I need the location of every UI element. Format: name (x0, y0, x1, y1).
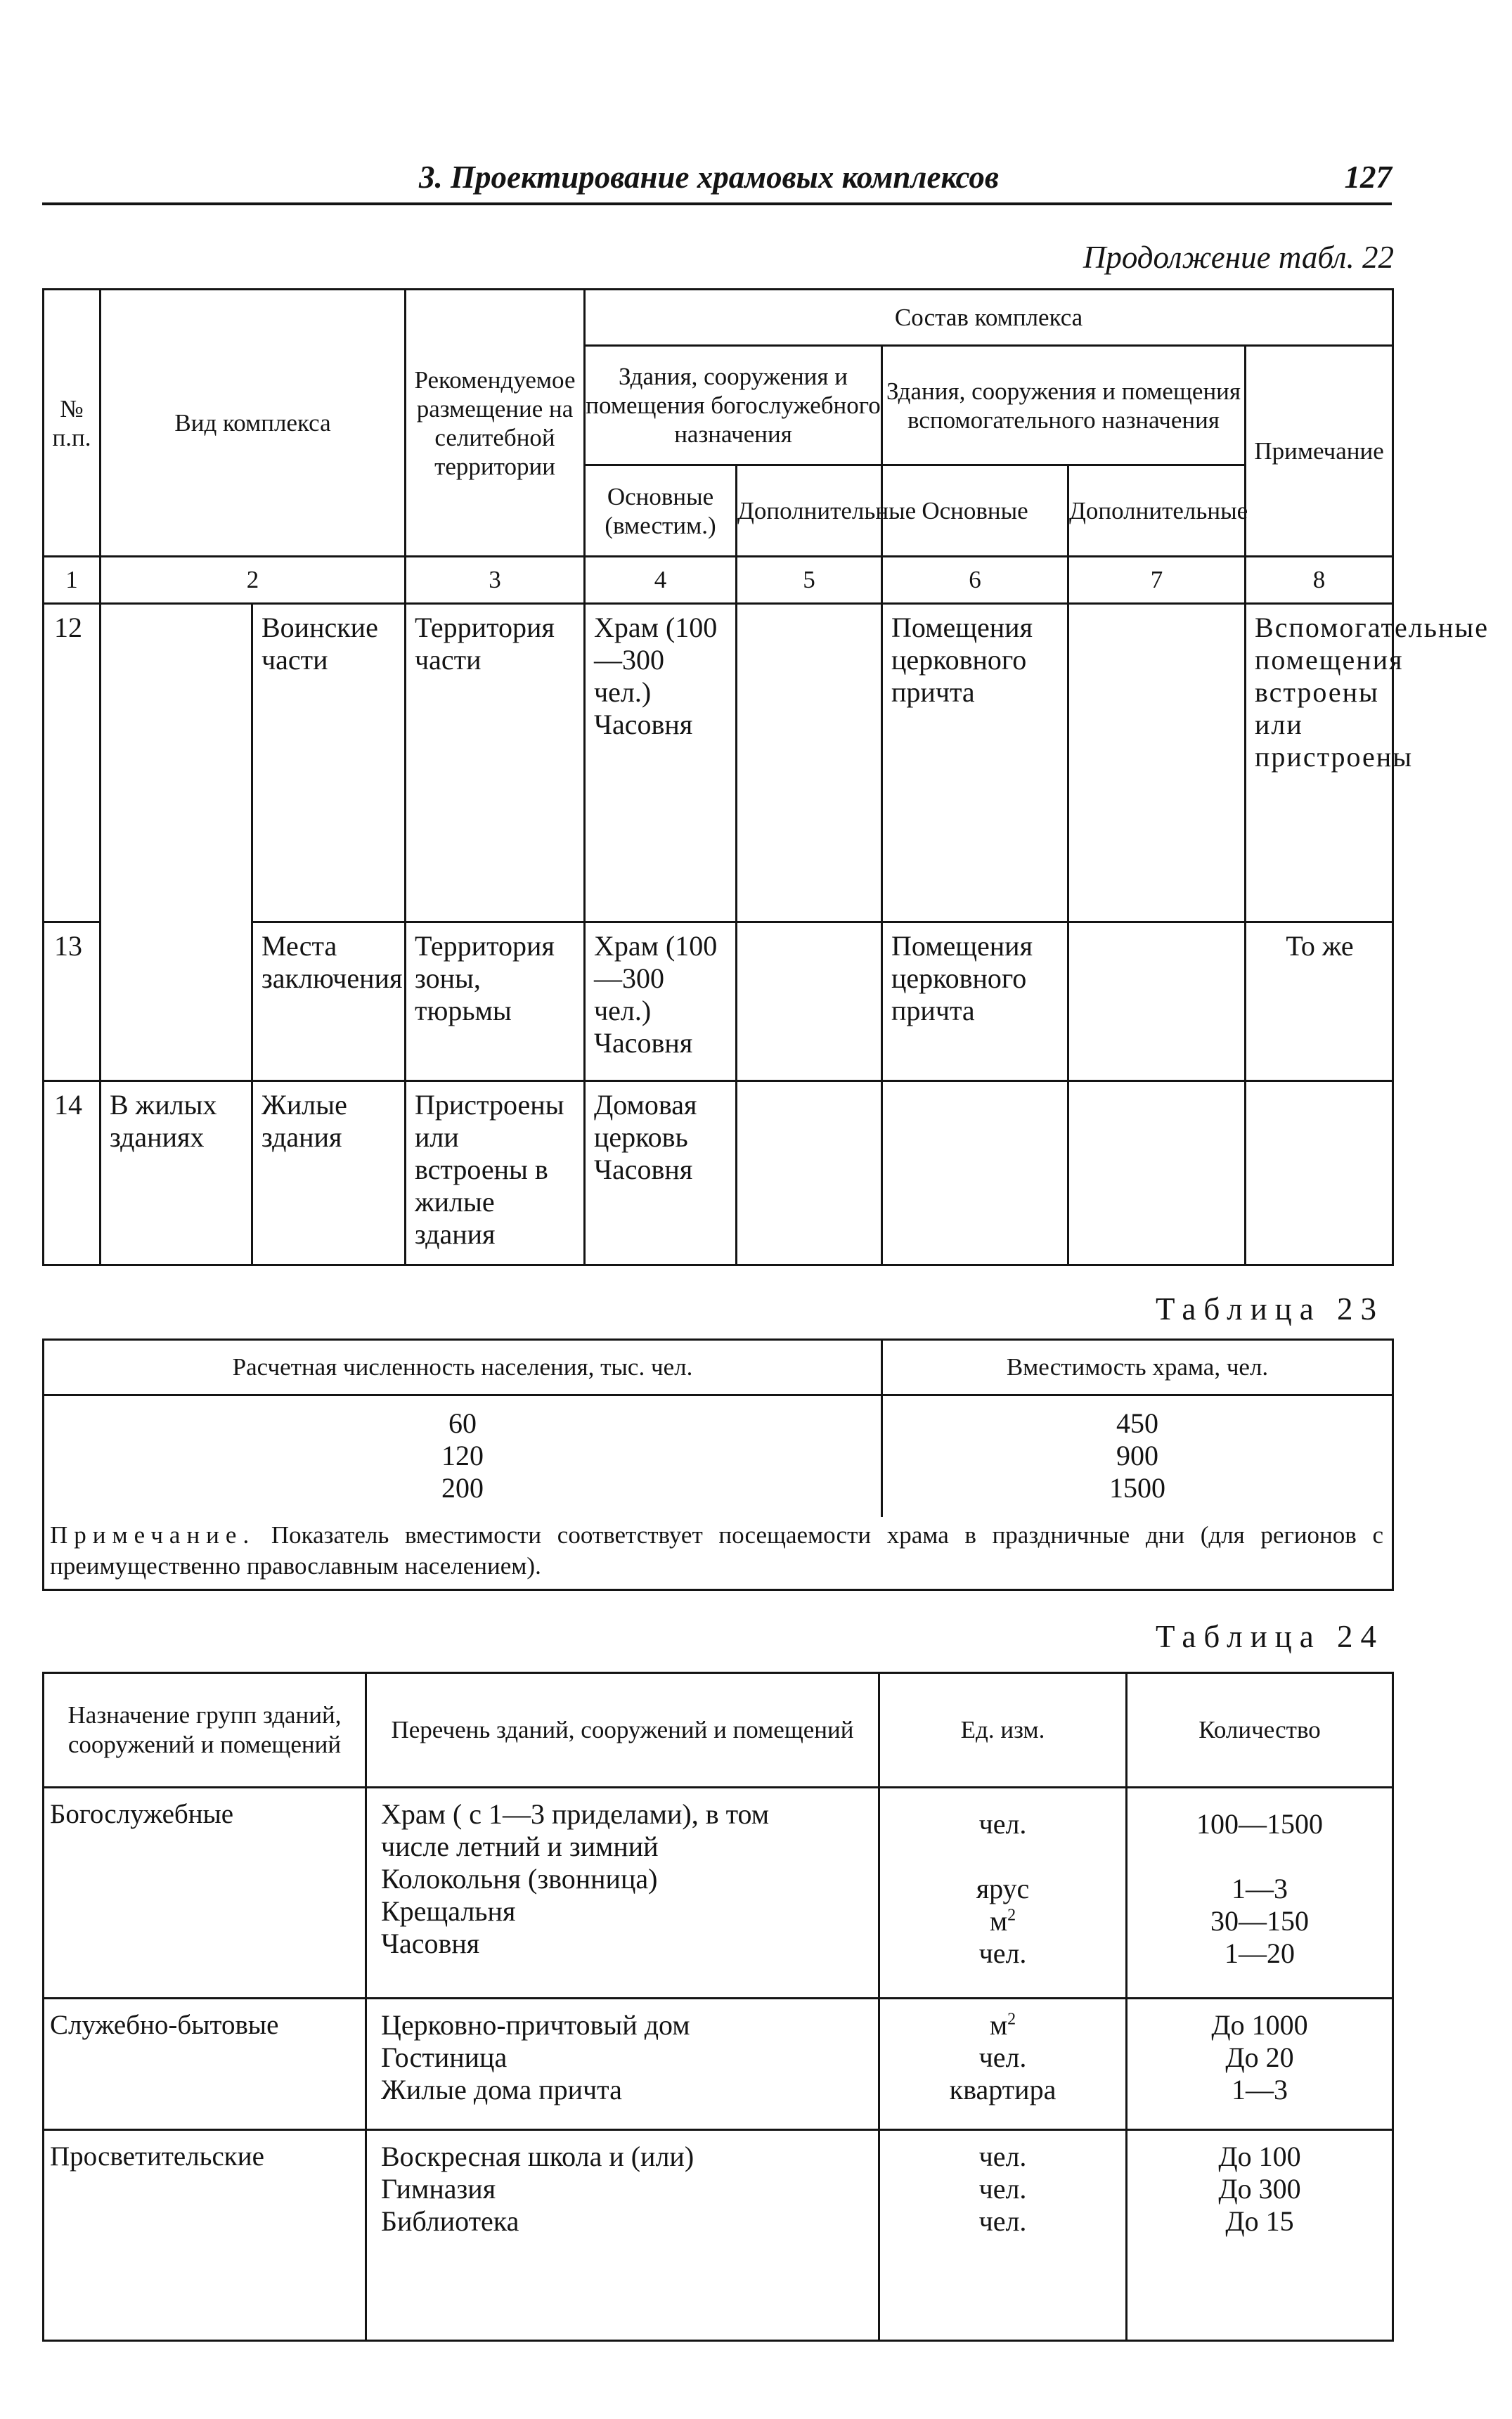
aux-main-buildings: Помещения церковного причта (882, 604, 1068, 922)
table-24-caption: Таблица 24 (1156, 1619, 1384, 1654)
main-buildings: Храм (100—300 чел.) Часовня (585, 922, 737, 1081)
unit-value: чел. (978, 2173, 1027, 2205)
row-note: Вспомогательные помещения встроены или пристроены (1246, 604, 1393, 922)
superscript: 2 (1007, 2010, 1016, 2029)
column-number: 5 (737, 557, 882, 604)
capacity-value: 900 (1116, 1440, 1158, 1471)
col-type-header: Вид комплекса (101, 290, 406, 557)
table-row (44, 1788, 1393, 1999)
unit-value (880, 2009, 1125, 2041)
column-numbers-row (44, 557, 1393, 604)
column-number: 6 (882, 557, 1068, 604)
additional-buildings (737, 922, 882, 1081)
running-header (42, 159, 1392, 205)
building-list (366, 1788, 879, 1999)
unit-value: квартира (949, 2074, 1057, 2105)
group-purpose-header: Назначение групп зданий, сооружений и помещений (44, 1673, 366, 1788)
column-number: 4 (585, 557, 737, 604)
table-row (44, 604, 1393, 922)
placement: Пристроены или встроены в жилые здания (406, 1081, 585, 1265)
row-note (1246, 1081, 1393, 1265)
quantity-value: До 300 (1218, 2173, 1301, 2205)
note-label: Примечание. (50, 1521, 256, 1549)
quantity-value (1127, 1840, 1392, 1873)
row-number: 12 (44, 604, 101, 922)
aux-main-buildings (882, 1081, 1068, 1265)
list-item: числе летний и зимний (381, 1831, 659, 1862)
list-item: Храм ( с 1—3 приделами), в том (381, 1798, 770, 1830)
population-value: 60 (448, 1407, 477, 1439)
list-item: Часовня (381, 1928, 480, 1959)
col-placement-header: Рекомендуемое размещение на селитебной территории (406, 290, 585, 557)
unit-header: Ед. изм. (879, 1673, 1127, 1788)
quantities (1127, 1999, 1393, 2130)
population-values (44, 1395, 882, 1518)
placement: Территория части (406, 604, 585, 922)
chapter-title: 3. Проектирование храмовых комплексов (419, 160, 1000, 195)
list-item: Жилые дома причта (381, 2074, 622, 2105)
column-number: 3 (406, 557, 585, 604)
row-number: 14 (44, 1081, 101, 1265)
main-capacity-header: Основные (вместим.) (585, 465, 737, 557)
building-list (366, 1999, 879, 2130)
column-number: 1 (44, 557, 101, 604)
complex-group: В жилых зданиях (101, 1081, 252, 1265)
unit-square-meters: м (989, 1905, 1008, 1937)
unit-value: чел. (978, 2205, 1027, 2237)
unit-value: чел. (978, 1808, 1027, 1840)
table-row (44, 2130, 1393, 2341)
aux-buildings-header: Здания, сооружения и помещения вспомогательного назначения (882, 346, 1246, 465)
group-name: Служебно-бытовые (44, 1999, 366, 2130)
capacity-value: 1500 (1109, 1472, 1165, 1504)
row-note: То же (1246, 922, 1393, 1081)
additional-buildings (737, 604, 882, 922)
complex-subtype: Места заключения (252, 922, 406, 1081)
complex-composition-header: Состав комплекса (585, 290, 1393, 346)
list-item: Крещальня (381, 1895, 516, 1927)
quantity-value: 1—20 (1225, 1937, 1295, 1969)
row-number: 13 (44, 922, 101, 1081)
list-item: Колокольня (звонница) (381, 1863, 658, 1895)
note-header: Примечание (1246, 346, 1393, 557)
list-item: Церковно-причтовый дом (381, 2009, 690, 2041)
list-item: Гимназия (381, 2173, 496, 2205)
aux-additional-header: Дополнительные (1068, 465, 1246, 557)
units (879, 1999, 1127, 2130)
quantity-value: 100—1500 (1196, 1808, 1323, 1840)
quantity-value: До 15 (1225, 2205, 1294, 2237)
capacity-values (882, 1395, 1393, 1518)
main-buildings: Храм (100—300 чел.) Часовня (585, 604, 737, 922)
quantity-value: До 100 (1218, 2141, 1301, 2172)
quantity-value: До 20 (1225, 2041, 1294, 2073)
quantity-value: 1—3 (1232, 1873, 1288, 1904)
quantity-value: До 1000 (1211, 2009, 1308, 2041)
capacity-header: Вместимость храма, чел. (882, 1340, 1393, 1395)
unit-value (880, 1840, 1125, 1873)
quantity-value: 30—150 (1210, 1905, 1309, 1937)
table-continuation-label: Продолжение табл. 22 (1083, 240, 1394, 275)
table-23-note (44, 1517, 1393, 1590)
additional-buildings (737, 1081, 882, 1265)
population-value: 200 (441, 1472, 484, 1504)
table-row (44, 1081, 1393, 1265)
column-number: 7 (1068, 557, 1246, 604)
quantity-header: Количество (1127, 1673, 1393, 1788)
capacity-value: 450 (1116, 1407, 1158, 1439)
unit-value: чел. (978, 2141, 1027, 2172)
aux-main-header: Основные (882, 465, 1068, 557)
main-buildings: Домовая церковь Часовня (585, 1081, 737, 1265)
aux-additional-buildings (1068, 1081, 1246, 1265)
aux-additional-buildings (1068, 922, 1246, 1081)
list-item: Гостиница (381, 2041, 508, 2073)
column-number: 2 (101, 557, 406, 604)
superscript: 2 (1007, 1906, 1016, 1925)
additional-header: Дополнительные (737, 465, 882, 557)
table-24 (42, 1672, 1394, 2342)
complex-subtype: Жилые здания (252, 1081, 406, 1265)
group-name: Богослужебные (44, 1788, 366, 1999)
quantities (1127, 2130, 1393, 2341)
aux-additional-buildings (1068, 604, 1246, 922)
population-header: Расчетная численность населения, тыс. чел. (44, 1340, 882, 1395)
building-list-header: Перечень зданий, сооружений и помещений (366, 1673, 879, 1788)
unit-value: чел. (978, 2041, 1027, 2073)
units (879, 1788, 1127, 1999)
note-text: Показатель вместимости соответствует посещаемости храма в праздничные дни (для регионов с преимущественно православным населением). (50, 1521, 1383, 1580)
population-value: 120 (441, 1440, 484, 1471)
building-list (366, 2130, 879, 2341)
table-23 (42, 1338, 1394, 1591)
group-name: Просветительские (44, 2130, 366, 2341)
placement: Территория зоны, тюрьмы (406, 922, 585, 1081)
unit-value (880, 1905, 1125, 1937)
table-row (44, 1999, 1393, 2130)
unit-value: чел. (978, 1937, 1027, 1969)
list-item: Библиотека (381, 2205, 519, 2237)
table-22 (42, 288, 1490, 1266)
unit-value: ярус (976, 1873, 1030, 1904)
quantity-value: 1—3 (1232, 2074, 1288, 2105)
page-number: 127 (1344, 160, 1392, 195)
worship-buildings-header: Здания, сооружения и помещения богослужебного назначения (585, 346, 882, 465)
aux-main-buildings: Помещения церковного причта (882, 922, 1068, 1081)
table-23-caption: Таблица 23 (1156, 1291, 1384, 1327)
complex-subtype: Воинские части (252, 604, 406, 922)
list-item: Воскресная школа и (или) (381, 2141, 694, 2172)
column-number: 8 (1246, 557, 1393, 604)
unit-square-meters: м (989, 2009, 1008, 2041)
complex-group (101, 604, 252, 1081)
col-number-header: № п.п. (44, 290, 101, 557)
units (879, 2130, 1127, 2341)
quantities (1127, 1788, 1393, 1999)
